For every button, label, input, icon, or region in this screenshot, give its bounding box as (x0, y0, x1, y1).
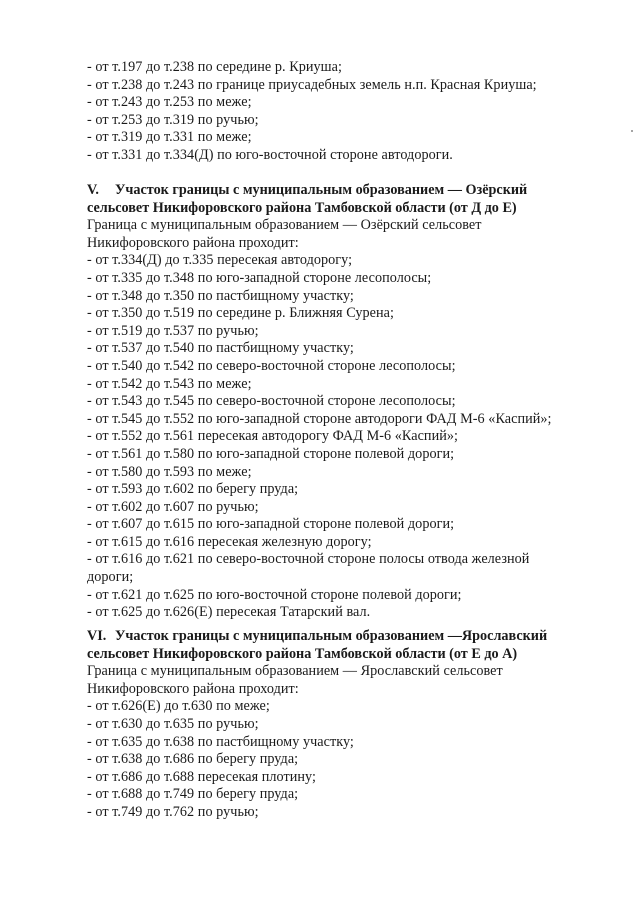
list-item: - от т.519 до т.537 по ручью; (87, 322, 259, 339)
list-item: - от т.635 до т.638 по пастбищному участку; (87, 733, 354, 750)
list-item: - от т.545 до т.552 по юго-западной стороне автодороги ФАД М-6 «Каспий»; (87, 410, 552, 427)
list-item: - от т.348 до т.350 по пастбищному участку; (87, 287, 354, 304)
list-item: - от т.626(Е) до т.630 по меже; (87, 698, 270, 715)
section-v-heading (87, 182, 607, 200)
section-vi-intro-line2: Никифоровского района проходит: (87, 680, 299, 697)
section-v-heading-line1: Участок границы с муниципальным образованием — Озёрский (115, 182, 528, 198)
list-item: - от т.319 до т.331 по меже; (87, 129, 252, 146)
list-item: - от т.616 до т.621 по северо-восточной стороне полосы отвода железной (87, 551, 530, 568)
section-vi-number: VI. (87, 628, 107, 644)
list-item: - от т.630 до т.635 по ручью; (87, 715, 259, 732)
list-item: - от т.561 до т.580 по юго-западной стороне полевой дороги; (87, 445, 455, 462)
list-item: - от т.542 до т.543 по меже; (87, 375, 252, 392)
list-item: - от т.552 до т.561 пересекая автодорогу ФАД М-6 «Каспий»; (87, 428, 458, 445)
list-item: - от т.615 до т.616 пересекая железную дорогу; (87, 533, 372, 550)
section-v-heading-line2: сельсовет Никифоровского района Тамбовской области (от Д до Е) (87, 199, 517, 216)
list-item: - от т.625 до т.626(Е) пересекая Татарский вал. (87, 604, 371, 621)
list-item: - от т.350 до т.519 по середине р. Ближняя Сурена; (87, 305, 394, 322)
section-v-intro-line1: Граница с муниципальным образованием — Озёрский сельсовет (87, 217, 482, 234)
list-item: - от т.253 до т.319 по ручью; (87, 111, 259, 128)
list-item: дороги; (87, 569, 134, 586)
list-item: - от т.621 до т.625 по юго-восточной стороне полевой дороги; (87, 586, 462, 603)
list-item: - от т.331 до т.334(Д) по юго-восточной стороне автодороги. (87, 146, 453, 163)
section-vi (87, 628, 607, 822)
list-item: - от т.638 до т.686 по берегу пруда; (87, 751, 299, 768)
section-vi-heading (87, 628, 607, 646)
list-item: - от т.580 до т.593 по меже; (87, 463, 252, 480)
list-item: - от т.537 до т.540 по пастбищному участку; (87, 340, 354, 357)
list-item: - от т.243 до т.253 по меже; (87, 94, 252, 111)
top-boundary-list (87, 59, 607, 165)
list-item: - от т.197 до т.238 по середине р. Криуша; (87, 59, 342, 75)
list-item: - от т.688 до т.749 по берегу пруда; (87, 786, 299, 803)
section-v-intro-line2: Никифоровского района проходит: (87, 234, 299, 251)
section-v-number: V. (87, 182, 99, 198)
list-item: - от т.334(Д) до т.335 пересекая автодорогу; (87, 252, 353, 269)
list-item: - от т.686 до т.688 пересекая плотину; (87, 768, 316, 785)
list-item: - от т.335 до т.348 по юго-западной стороне лесополосы; (87, 269, 432, 286)
section-vi-intro-line1: Граница с муниципальным образованием — Ярославский сельсовет (87, 663, 503, 680)
section-vi-heading-line1: Участок границы с муниципальным образованием —Ярославский (115, 628, 548, 644)
list-item: - от т.540 до т.542 по северо-восточной стороне лесополосы; (87, 357, 456, 374)
list-item: - от т.543 до т.545 по северо-восточной стороне лесополосы; (87, 393, 456, 410)
scan-speck (631, 130, 633, 132)
list-item: - от т.749 до т.762 по ручью; (87, 803, 259, 820)
list-item: - от т.238 до т.243 по границе приусадебных земель н.п. Красная Криуша; (87, 76, 537, 93)
list-item: - от т.602 до т.607 по ручью; (87, 498, 259, 515)
list-item: - от т.607 до т.615 по юго-западной стороне полевой дороги; (87, 516, 455, 533)
section-vi-heading-line2: сельсовет Никифоровского района Тамбовской области (от Е до А) (87, 645, 518, 662)
list-item: - от т.593 до т.602 по берегу пруда; (87, 481, 299, 498)
section-v (87, 182, 607, 622)
